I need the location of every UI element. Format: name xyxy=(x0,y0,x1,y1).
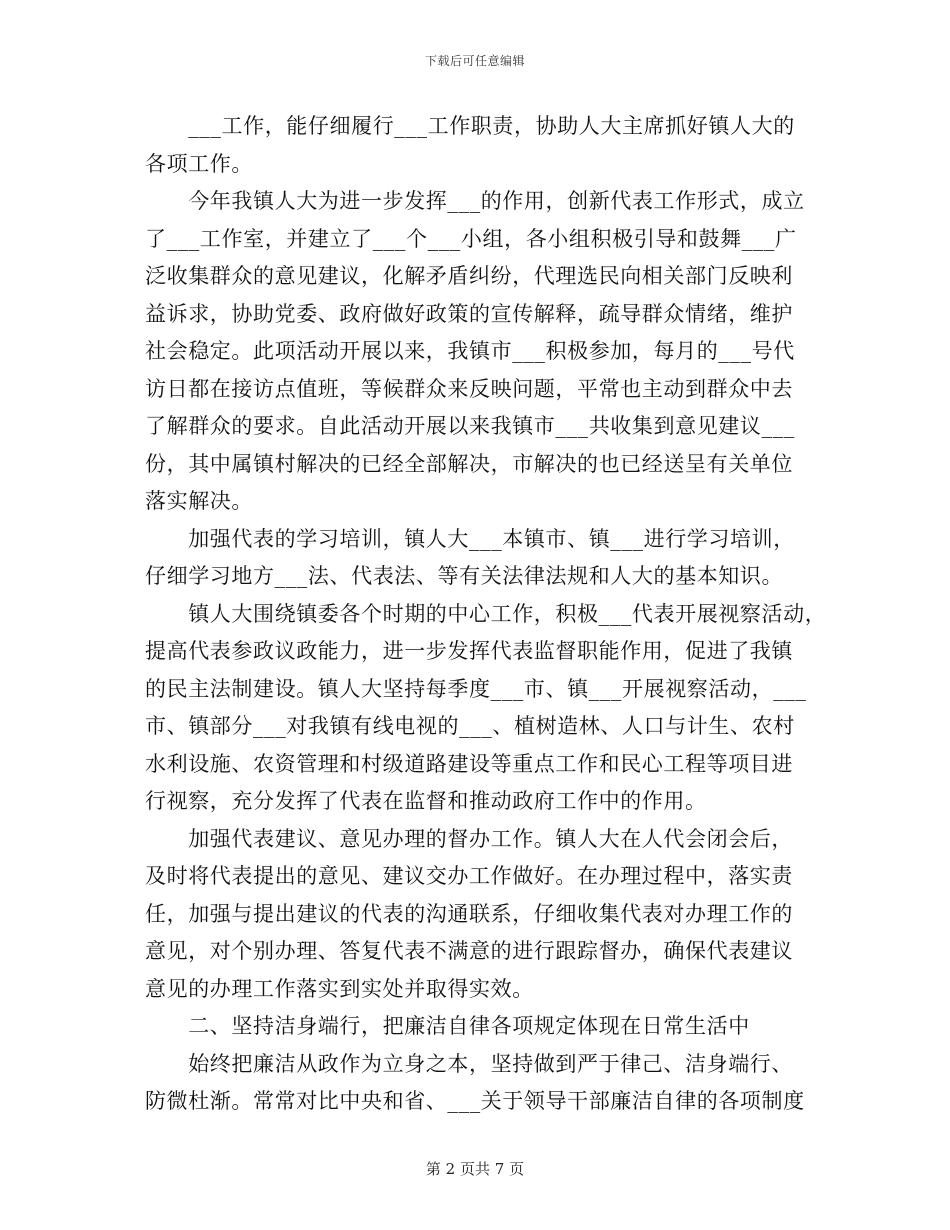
text-line: 加强代表建议、意见办理的督办工作。镇人大在人代会闭会后， xyxy=(145,826,793,851)
text-line: 镇人大围绕镇委各个时期的中心工作，积极___代表开展视察活动， xyxy=(145,601,827,626)
section-heading: 二、坚持洁身端行，把廉洁自律各项规定体现在日常生活中 xyxy=(145,1014,750,1038)
text-line: ___工作，能仔细履行___工作职责，协助人大主席抓好镇人大的 xyxy=(145,114,795,138)
text-line: 份，其中属镇村解决的已经全部解决，市解决的也已经送呈有关单位 xyxy=(145,451,793,476)
text-line: 水利设施、农资管理和村级道路建设等重点工作和民心工程等项目进 xyxy=(145,751,793,776)
page-header: 下载后可任意编辑 xyxy=(424,54,525,68)
page-number: 第 2 页共 7 页 xyxy=(425,1160,525,1178)
text-line: 的民主法制建设。镇人大坚持每季度___市、镇___开展视察活动，___ xyxy=(145,676,807,701)
text-line: 了解群众的要求。自此活动开展以来我镇市___共收集到意见建议___ xyxy=(145,414,795,438)
text-line: 了___工作室，并建立了___个___小组，各小组积极引导和鼓舞___广 xyxy=(145,226,797,251)
text-line: 任，加强与提出建议的代表的沟通联系，仔细收集代表对办理工作的 xyxy=(145,901,793,926)
text-line: 市、镇部分___对我镇有线电视的___、植树造林、人口与计生、农村 xyxy=(145,714,795,738)
text-line: 意见的办理工作落实到实处并取得实效。 xyxy=(145,976,534,1001)
document-body xyxy=(145,108,827,1121)
text-line: 访日都在接访点值班，等候群众来反映问题，平常也主动到群众中去 xyxy=(145,376,793,401)
text-line: 社会稳定。此项活动开展以来，我镇市___积极参加，每月的___号代 xyxy=(145,339,795,363)
text-line: 及时将代表提出的意见、建议交办工作做好。在办理过程中，落实责 xyxy=(145,864,793,888)
text-line: 落实解决。 xyxy=(145,489,253,513)
text-line: 泛收集群众的意见建议，化解矛盾纠纷，代理选民向相关部门反映利 xyxy=(145,264,793,288)
text-line: 加强代表的学习培训，镇人大___本镇市、镇___进行学习培训， xyxy=(145,526,795,551)
text-line: 各项工作。 xyxy=(145,151,253,176)
text-line: 今年我镇人大为进一步发挥___的作用，创新代表工作形式，成立 xyxy=(145,189,805,213)
text-line: 防微杜渐。常常对比中央和省、___关于领导干部廉洁自律的各项制度 xyxy=(145,1089,805,1113)
text-line: 始终把廉洁从政作为立身之本，坚持做到严于律己、洁身端行、 xyxy=(145,1051,793,1076)
text-line: 意见，对个别办理、答复代表不满意的进行跟踪督办，确保代表建议 xyxy=(145,939,793,963)
text-line: 行视察，充分发挥了代表在监督和推动政府工作中的作用。 xyxy=(145,789,707,813)
text-line: 提高代表参政议政能力，进一步发挥代表监督职能作用，促进了我镇 xyxy=(145,639,793,663)
text-line: 仔细学习地方___法、代表法、等有关法律法规和人大的基本知识。 xyxy=(145,564,784,588)
text-line: 益诉求，协助党委、政府做好政策的宣传解释，疏导群众情绪，维护 xyxy=(145,301,793,326)
